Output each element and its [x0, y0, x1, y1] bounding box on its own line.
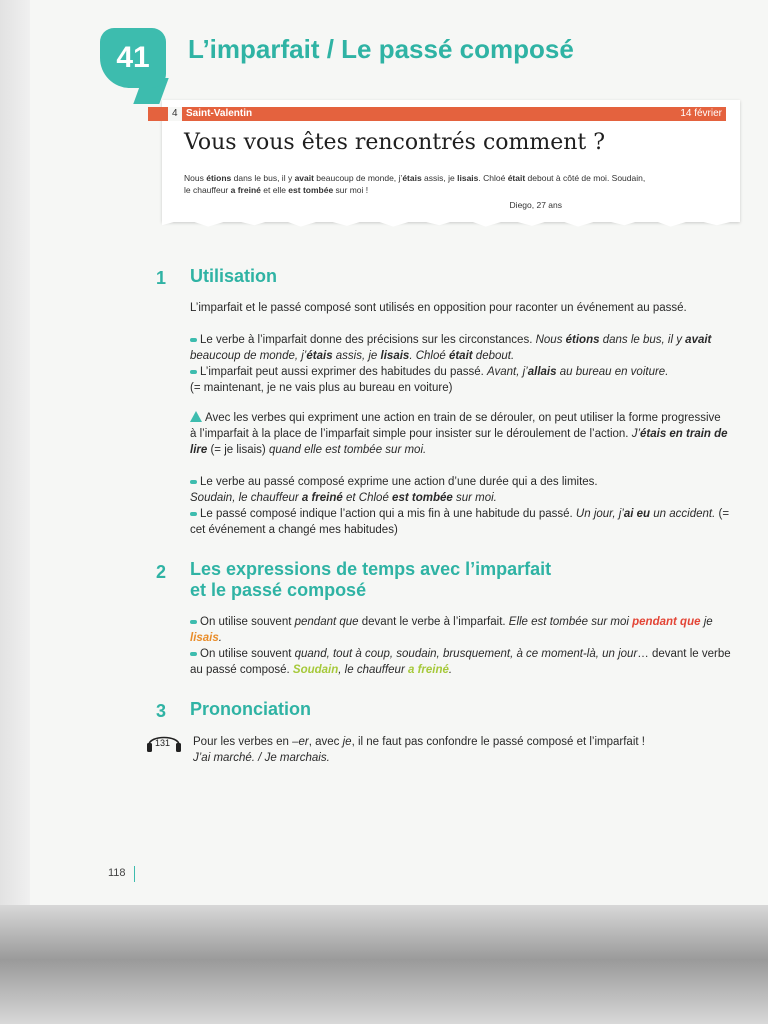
section-2-title: Les expressions de temps avec l’imparfait et le passé composé [190, 559, 552, 600]
page-edge [0, 0, 30, 905]
warning-icon [190, 411, 202, 422]
section-1-bullet-4: Le passé composé indique l’action qui a mis fin à une habitude du passé. Un jour, j’ai eu un accident. (= cet événement a changé mes habitudes) [190, 508, 730, 536]
section-2-bullet-2: On utilise souvent quand, tout à coup, soudain, brusquement, à ce moment-là, un jour… devant le verbe au passé composé. Soudain, le chauffeur a freiné. [190, 648, 731, 676]
section-2-number: 2 [156, 562, 167, 582]
chapter-number: 41 [100, 28, 166, 88]
card-topic: Saint-Valentin [186, 108, 253, 119]
page-number: 118 [108, 867, 126, 879]
chapter-title: L’imparfait / Le passé composé [188, 34, 574, 64]
audio-track-number: 131 [155, 738, 171, 748]
section-1-warning: Avec les verbes qui expriment une action en train de se dérouler, on peut utiliser la forme progressive à l’imparfait à la place de l’imparfait simple pour insister sur le déroulement de l’action. J’étais en train de lire (= je lisais) quand elle est tombée sur moi. [190, 412, 728, 456]
bullet-icon [190, 480, 197, 484]
bullet-icon [190, 370, 197, 374]
card-body: Nous étions dans le bus, il y avait beaucoup de monde, j’étais assis, je lisais. Chloé était debout à côté de moi. Soudain, le chauffeur a freiné et elle est tombée sur moi ! [184, 173, 646, 195]
card-headline: Vous vous êtes rencontrés comment ? [184, 130, 606, 155]
section-1-bullet-1: Le verbe à l’imparfait donne des précisions sur les circonstances. Nous étions dans le bus, il y avait beaucoup de monde, j’étais assis, je lisais. Chloé était debout. [190, 334, 712, 362]
bullet-icon [190, 620, 197, 624]
section-3-title: Prononciation [190, 699, 311, 719]
card-signature: Diego, 27 ans [509, 200, 562, 210]
section-1-bullet-3: Le verbe au passé composé exprime une action d’une durée qui a des limites. Soudain, le chauffeur a freiné et Chloé est tombée sur moi. [190, 476, 598, 504]
section-2-bullet-1: On utilise souvent pendant que devant le verbe à l’imparfait. Elle est tombée sur moi pendant que je lisais. [190, 616, 713, 644]
section-3-number: 3 [156, 701, 167, 721]
bullet-icon [190, 512, 197, 516]
section-1-number: 1 [156, 268, 167, 288]
card-number: 4 [168, 107, 182, 121]
bullet-icon [190, 652, 197, 656]
section-1-intro: L’imparfait et le passé composé sont utilisés en opposition pour raconter un événement au passé. [190, 302, 687, 314]
card-date: 14 février [680, 108, 722, 119]
section-1-title: Utilisation [190, 266, 278, 286]
section-1-bullet-2: L’imparfait peut aussi exprimer des habitudes du passé. Avant, j’allais au bureau en voiture. (= maintenant, je ne vais plus au bureau en voiture) [190, 366, 669, 394]
audio-track-icon[interactable] [146, 731, 182, 753]
page-number-bar [134, 866, 135, 882]
bullet-icon [190, 338, 197, 342]
section-3-text: Pour les verbes en –er, avec je, il ne faut pas confondre le passé composé et l’imparfait ! J’ai marché. / Je marchais. [193, 736, 645, 764]
